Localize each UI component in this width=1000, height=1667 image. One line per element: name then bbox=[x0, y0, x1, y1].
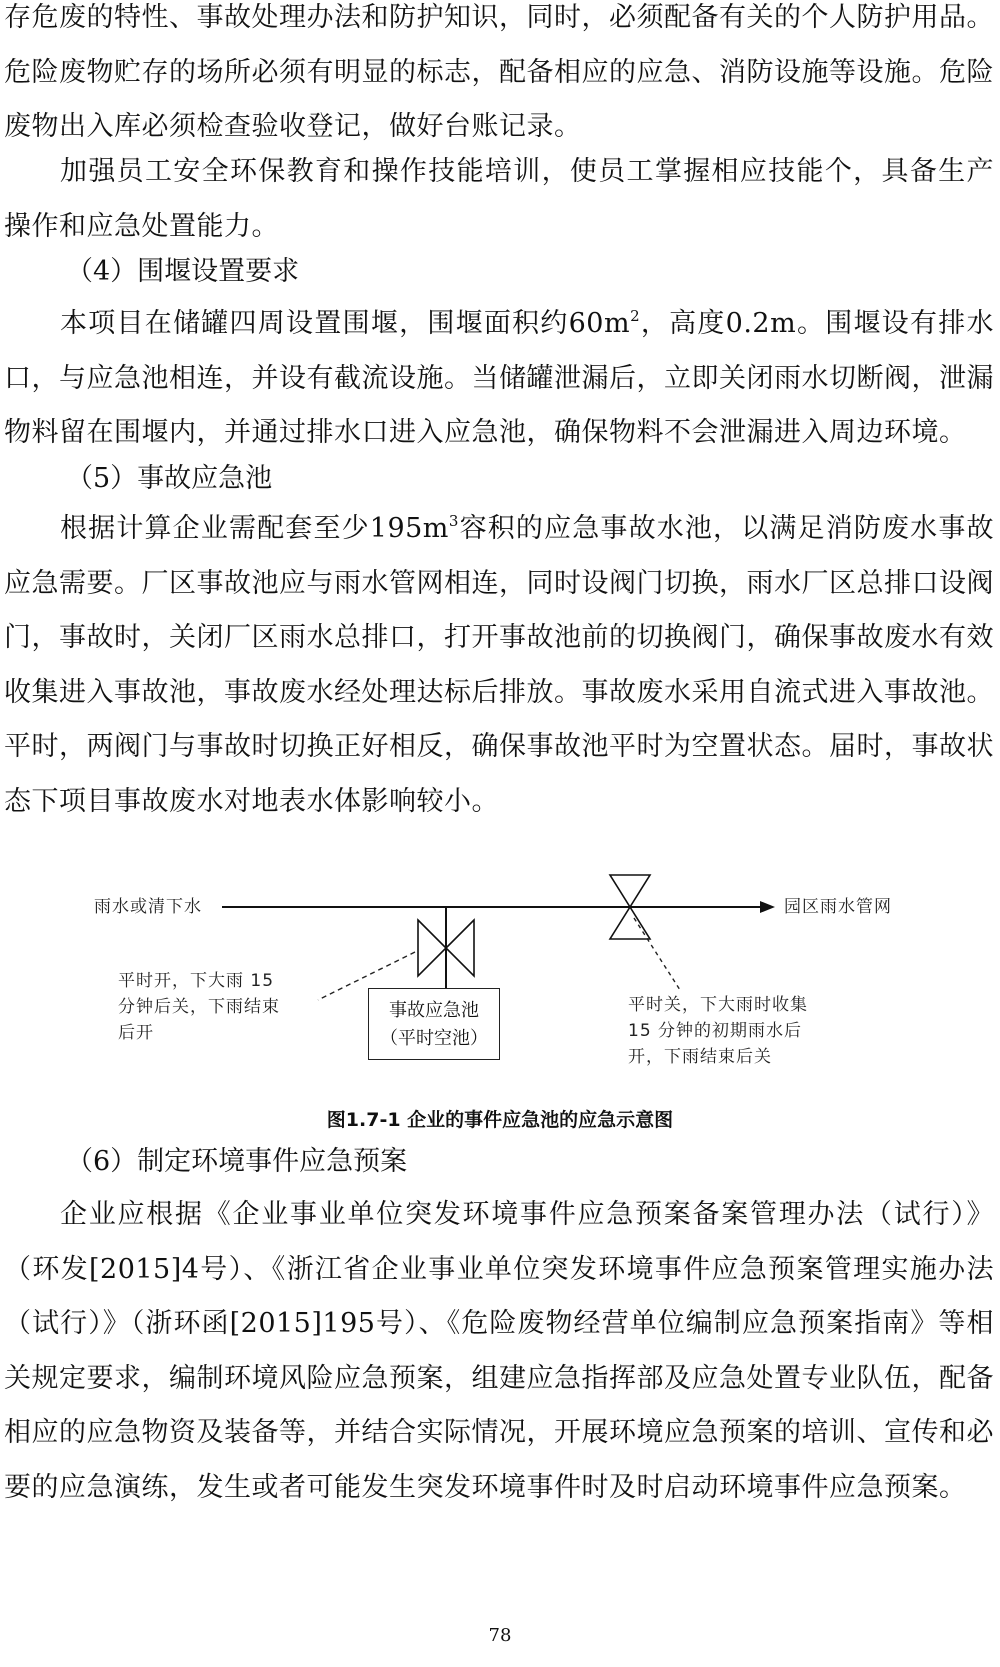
paragraph-emergency-pool bbox=[4, 502, 994, 829]
page-number: 78 bbox=[488, 1625, 512, 1646]
outlet-valve-icon-top bbox=[610, 875, 650, 907]
superscript: 2 bbox=[630, 307, 641, 325]
note-line: 分钟后关，下雨结束 bbox=[118, 997, 280, 1017]
paragraph-hazardous-waste-storage bbox=[4, 0, 994, 155]
emergency-pool-diagram bbox=[0, 870, 1000, 1100]
paragraph-cofferdam bbox=[4, 297, 994, 461]
paragraph-text: 企业应根据《企业事业单位突发环境事件应急预案备案管理办法（试行）》（环发[2015]4号）、《浙江省企业事业单位突发环境事件应急预案管理实施办法（试行）》（浙环函[2015]195号）、《危险废物经营单位编制应急预案指南》等相关规定要求，编制环境风险应急预案，组建应急指挥部及应急处置专业队伍，配备相应的应急物资及装备等，并结合实际情况，开展环境应急预案的培训、宣传和必要的应急演练，发生或者可能发生突发环境事件时及时启动环境事件应急预案。 bbox=[4, 1199, 994, 1503]
pool-valve-icon-right bbox=[446, 920, 474, 976]
paragraph-text: ，高度0.2m。围堰设有排水口，与应急池相连，并设有截流设施。当储罐泄漏后，立即关闭雨水切断阀，泄漏物料留在围堰内，并通过排水口进入应急池，确保物料不会泄漏进入周边环境。 bbox=[4, 308, 994, 448]
paragraph-text: 容积的应急事故水池，以满足消防废水事故应急需要。厂区事故池应与雨水管网相连，同时设阀门切换，雨水厂区总排口设阀门，事故时，关闭厂区雨水总排口，打开事故池前的切换阀门，确保事故废水有效收集进入事故池，事故废水经处理达标后排放。事故废水采用自流式进入事故池。平时，两阀门与事故时切换正好相反，确保事故池平时为空置状态。届时，事故状态下项目事故废水对地表水体影响较小。 bbox=[4, 513, 995, 817]
paragraph-emergency-plan bbox=[4, 1188, 994, 1515]
note-line: 平时关，下大雨时收集 bbox=[628, 995, 808, 1015]
section-heading-6: （6）制定环境事件应急预案 bbox=[66, 1146, 408, 1177]
paragraph-text: 本项目在储罐四周设置围堰，围堰面积约60m bbox=[60, 308, 631, 339]
pool-valve-icon-left bbox=[418, 920, 446, 976]
section-heading-4: （4）围堰设置要求 bbox=[66, 256, 300, 287]
outlet-label: 园区雨水管网 bbox=[784, 897, 892, 917]
flow-arrow-icon bbox=[760, 901, 775, 913]
pool-status: （平时空池） bbox=[380, 1028, 488, 1049]
pool-name: 事故应急池 bbox=[389, 1000, 479, 1021]
note-line: 后开 bbox=[118, 1023, 154, 1043]
paragraph-text: 加强员工安全环保教育和操作技能培训，使员工掌握相应技能个，具备生产操作和应急处置能力。 bbox=[4, 156, 994, 242]
outlet-valve-note bbox=[628, 992, 808, 1070]
note-line: 开，下雨结束后关 bbox=[628, 1047, 772, 1067]
paragraph-text: 存危废的特性、事故处理办法和防护知识，同时，必须配备有关的个人防护用品。危险废物贮存的场所必须有明显的标志，配备相应的应急、消防设施等设施。危险废物出入库必须检查验收登记，做好台账记录。 bbox=[4, 2, 994, 142]
paragraph-text: 根据计算企业需配套至少195m bbox=[60, 513, 449, 544]
inlet-label: 雨水或清下水 bbox=[94, 897, 202, 917]
note-line: 15 分钟的初期雨水后 bbox=[628, 1021, 803, 1041]
emergency-pool-box bbox=[368, 988, 500, 1060]
superscript: 3 bbox=[448, 512, 459, 530]
paragraph-staff-training bbox=[4, 145, 994, 254]
note-line: 平时开，下大雨 15 bbox=[118, 971, 275, 991]
section-heading-5: （5）事故应急池 bbox=[66, 463, 273, 494]
figure-caption: 图1.7-1 企业的事件应急池的应急示意图 bbox=[326, 1109, 674, 1131]
pool-valve-note bbox=[118, 968, 280, 1046]
